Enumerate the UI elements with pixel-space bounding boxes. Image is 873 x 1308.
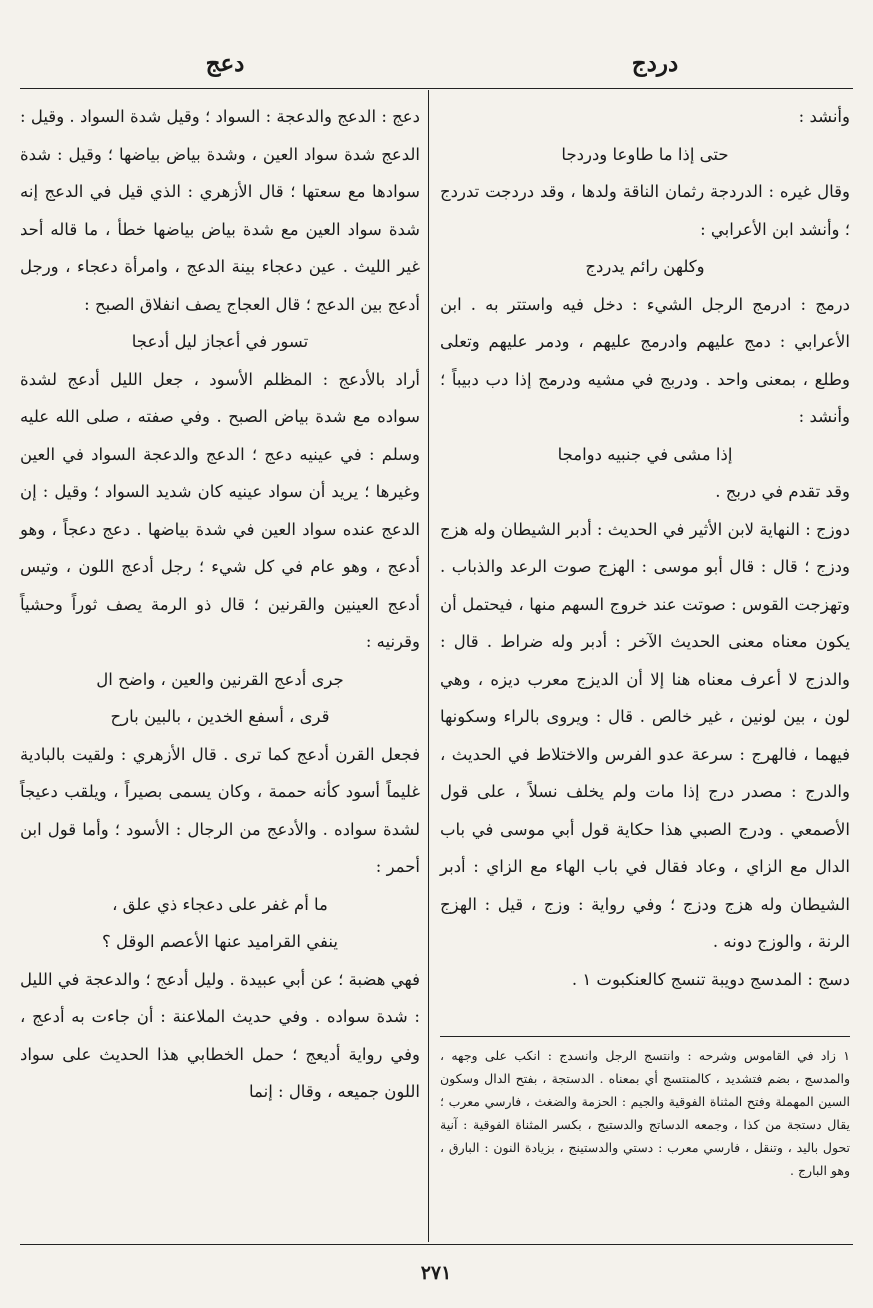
verse-line: جرى أدعج القرنين والعين ، واضح ال bbox=[96, 669, 344, 689]
verse-line: إذا مشى في جنبيه دوامجا bbox=[557, 444, 733, 464]
column-divider bbox=[428, 90, 429, 1242]
entry-daaj: دعج : الدعج والدعجة : السواد ؛ وقيل شدة السواد . وقيل : الدعج شدة سواد العين ، وشدة بياض بياضها ؛ وقيل : شدة سوادها مع سعتها ؛ قال الأزهري : الذي قيل في الدعج إنه شدة سواد العين مع شدة بياض بياضها خطأ ، ما قاله أحد غير الليث . عين دعجاء بينة الدعج ، وامرأة دعجاء ، ورجل أدعج بين الدعج ؛ قال العجاج يصف انفلاق الصبح : bbox=[20, 107, 420, 314]
entry-text: وأنشد : bbox=[798, 107, 850, 126]
verse-line: وكلهن رائم يدردج bbox=[585, 257, 705, 276]
running-header-right: دردج bbox=[631, 50, 679, 77]
entry-dasaj: دسج : المدسج دويبة تنسج كالعنكبوت ١ . bbox=[571, 969, 850, 989]
verse-line: ما أم غفر على دعجاء ذي علق ، bbox=[112, 894, 328, 914]
entry-dawzaj: دوزج : النهاية لابن الأثير في الحديث : أدبر الشيطان وله هزج ودزج ؛ قال : قال أبو موسى : الهزج صوت الرعد والذباب . وتهزجت القوس : صوتت عند خروج السهم منها ، فيحتمل أن يكون معناه معنى الحديث الآخر : أدبر وله ضراط . قال : والدزج لا أعرف معناه هنا إلا أن الديزج معرب ديزه ، وهي لون ، بين لونين ، غير خالص . قال : ويروى بالراء وسكونها فيهما ، فالهرج : سرعة عدو الفرس والاختلاط في الحديث ، والدرج : مصدر درج إذا مات ولم يخلف نسلاً ، على قول الأصمعي . ودرج الصبي هذا حكاية قول أبي موسى في باب الدال مع الزاي ، وعاد فقال في باب الهاء مع الزاي : أدبر الشيطان وله هزج ودزج ؛ وفي رواية : وزج ، قيل : الهزج الرنة ، والوزج دونه . bbox=[440, 519, 850, 951]
footnote: ١ زاد في القاموس وشرحه : وانتسج الرجل وانسدج : انكب على وجهه ، والمدسج ، بضم فتشديد ، كالمنتسج أي بمعناه . الدستجة ، بفتح الدال وسكون السين المهملة وفتح المثناة الفوقية والجيم : الحزمة والضغث ، فارسي معرب ؛ يقال دستجة من كذا ، وجمعه الدساتج والدستيج ، بكسر المثناة الفوقية : آنية تحول باليد ، وتنقل ، فارسي معرب : دستي والدستينج ، بزيادة النون : البارق ، وهو البارج . bbox=[440, 1048, 850, 1178]
entry-dramj: درمج : ادرمج الرجل الشيء : دخل فيه واستتر به . ابن الأعرابي : دمج عليهم وادرمج عليهم ، ودمر عليهم وتعلى وطلع ، بمعنى واحد . ودربج في مشيه ودرمج إذا دب دبيباً ؛ وأنشد : bbox=[440, 294, 850, 426]
verse-line: ينفي القراميد عنها الأعصم الوقل ؟ bbox=[102, 932, 338, 951]
top-rule bbox=[20, 88, 853, 89]
running-header-left: دعج bbox=[205, 50, 245, 77]
entry-text: وقد تقدم في دربج . bbox=[715, 482, 850, 501]
footnote-rule bbox=[440, 1036, 850, 1037]
bottom-rule bbox=[20, 1244, 853, 1245]
entry-text: أراد بالأدعج : المظلم الأسود ، جعل الليل أدعج لشدة سواده مع شدة بياض الصبح . وفي صفته ، صلى الله عليه وسلم : في عينيه دعج ؛ الدعج والدعجة السواد في العين وغيرها ؛ يريد أن سواد عينيه كان شديد السواد ؛ وقيل : إن الدعج عنده سواد العين في شدة بياضها . دعج دعجاً ، وهو أدعج ، وهو عام في كل شيء ؛ رجل أدعج اللون ، وتيس أدعج العينين والقرنين ؛ قال ذو الرمة يصف ثوراً وحشياً وقرنيه : bbox=[20, 369, 420, 651]
verse-line: تسور في أعجاز ليل أدعجا bbox=[131, 332, 309, 351]
left-column bbox=[20, 98, 420, 1111]
entry-text: فهي هضبة ؛ عن أبي عبيدة . وليل أدعج ؛ والدعجة في الليل : شدة سواده . وفي حديث الملاعنة : أن جاءت به أدعج ، وفي رواية أديعج ؛ حمل الخطابي هذا الحديث على سواد اللون جميعه ، وقال : إنما bbox=[20, 969, 420, 1101]
page-number: ٢٧١ bbox=[420, 1262, 452, 1284]
verse-line: قرى ، أسفع الخدين ، بالبين بارح bbox=[110, 707, 330, 726]
entry-text: فجعل القرن أدعج كما ترى . قال الأزهري : ولقيت بالبادية غليماً أسود كأنه حممة ، وكان يسمى بصيراً ، ويلقب دعيجاً لشدة سواده . والأدعج من الرجال : الأسود ؛ وأما قول ابن أحمر : bbox=[20, 744, 420, 876]
entry-text: وقال غيره : الدردجة رثمان الناقة ولدها ، وقد دردجت تدردج ؛ وأنشد ابن الأعرابي : bbox=[440, 182, 850, 239]
verse-line: حتى إذا ما طاوعا ودردجا bbox=[561, 144, 729, 164]
right-column bbox=[440, 98, 850, 998]
